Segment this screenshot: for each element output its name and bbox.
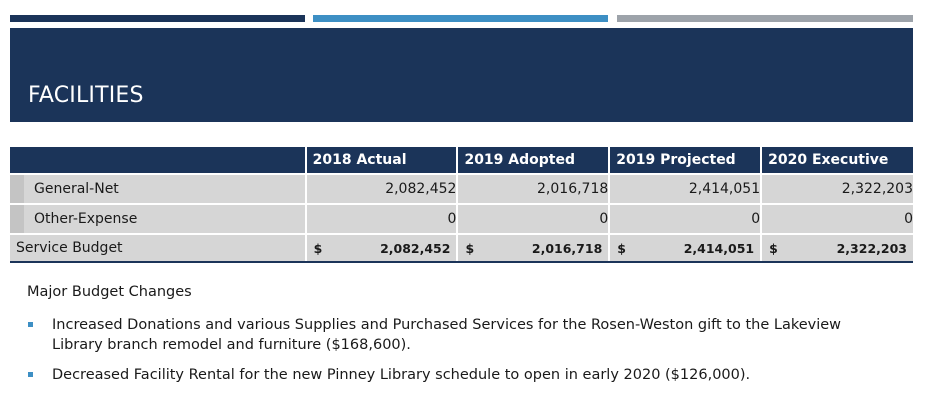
value-cell: 0 [306,204,458,234]
column-header: 2019 Projected [609,147,761,174]
currency-symbol: $ [769,240,778,256]
row-label-cell [10,174,306,204]
indent-marker [10,175,24,203]
currency-symbol: $ [617,240,626,256]
row-label-cell [10,204,306,234]
total-cell [306,234,458,262]
list-item-text: Increased Donations and various Supplies and Purchased Services for the Rosen-Weston gift to the Lakeview Library branch remodel and furniture ($168,600). [52,317,842,353]
header-blank-cell [10,147,306,174]
list-item [27,315,887,355]
value-cell: 2,322,203 [761,174,913,204]
total-cell [457,234,609,262]
row-label: General-Net [34,181,119,197]
column-header: 2019 Adopted [457,147,609,174]
value-cell: 2,016,718 [457,174,609,204]
list-item-text: Decreased Facility Rental for the new Pinney Library schedule to open in early 2020 ($126,000). [52,367,751,383]
total-row [10,234,913,262]
column-header: 2020 Executive [761,147,913,174]
changes-list [27,315,887,395]
indent-marker [10,205,24,233]
total-value: 2,414,051 [683,240,755,256]
accent-bar-light-blue [313,15,608,22]
list-item [27,365,887,385]
total-cell [609,234,761,262]
row-label: Other-Expense [34,211,138,227]
budget-table [10,147,913,263]
value-cell: 2,414,051 [609,174,761,204]
accent-bar-dark-blue [10,15,305,22]
currency-symbol: $ [313,240,323,256]
total-label: Service Budget [10,234,306,262]
total-cell [761,234,913,262]
total-value: 2,082,452 [380,240,451,256]
table-row [10,174,913,204]
title-banner [10,28,913,122]
accent-bar-gray [617,15,913,22]
column-header: 2018 Actual [306,147,458,174]
table-header-row [10,147,913,174]
currency-symbol: $ [465,240,475,256]
value-cell: 0 [609,204,761,234]
table-row [10,204,913,234]
square-bullet-icon [28,322,33,327]
total-value: 2,016,718 [531,240,603,256]
value-cell: 2,082,452 [306,174,458,204]
value-cell: 0 [457,204,609,234]
page-title: FACILITIES [28,83,144,108]
square-bullet-icon [28,372,33,377]
value-cell: 0 [761,204,913,234]
changes-heading: Major Budget Changes [27,284,192,300]
total-value: 2,322,203 [836,240,907,256]
